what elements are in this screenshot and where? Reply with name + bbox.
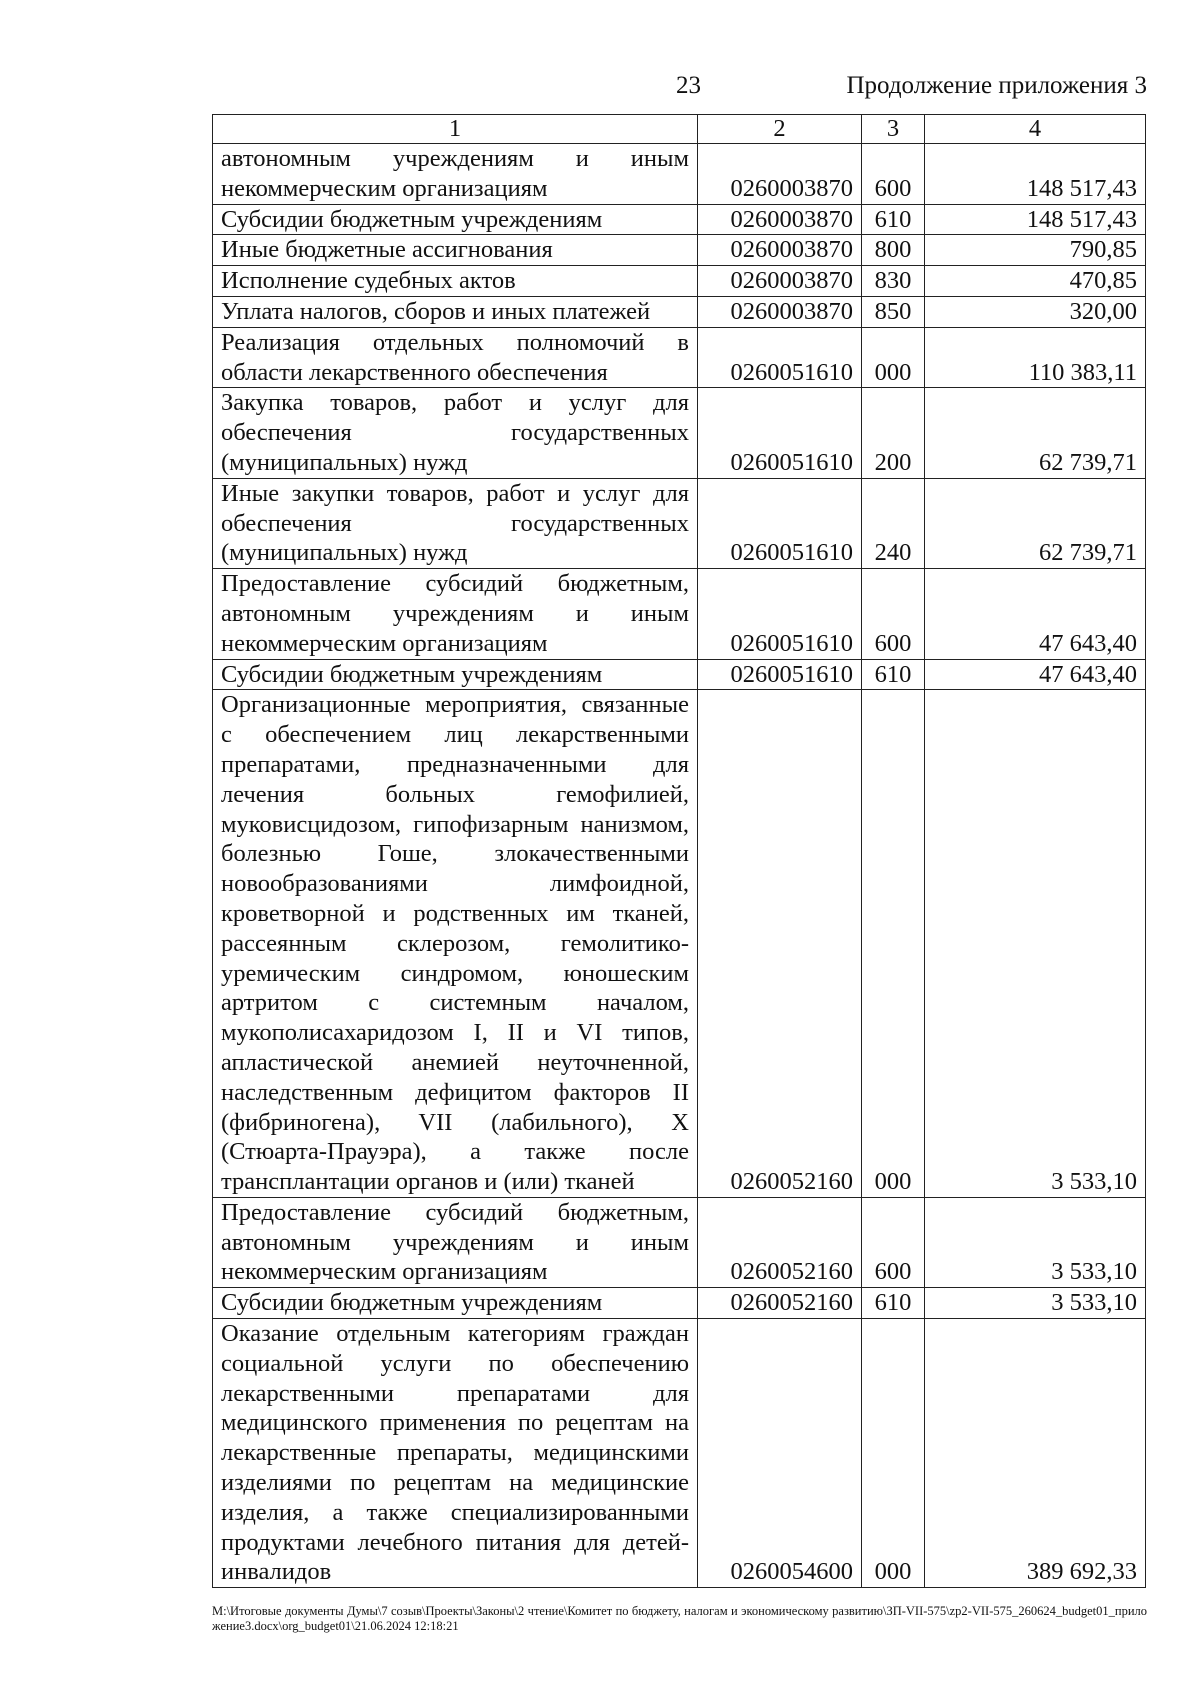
row-amount: 389 692,33 (925, 1319, 1146, 1588)
row-name: Субсидии бюджетным учреждениям (213, 204, 698, 235)
row-type: 830 (862, 266, 925, 297)
row-code: 0260003870 (698, 235, 862, 266)
row-name: Реализация отдельных полномочий в области лекарственного обеспечения (213, 327, 698, 388)
row-type: 240 (862, 478, 925, 568)
row-amount: 110 383,11 (925, 327, 1146, 388)
row-amount: 3 533,10 (925, 1288, 1146, 1319)
row-amount: 148 517,43 (925, 144, 1146, 205)
table-header-row (213, 115, 1146, 144)
table-row (213, 478, 1146, 568)
column-header: 1 (213, 115, 698, 144)
row-code: 0260003870 (698, 204, 862, 235)
row-amount: 3 533,10 (925, 1197, 1146, 1287)
row-name: Субсидии бюджетным учреждениям (213, 659, 698, 690)
row-type: 850 (862, 296, 925, 327)
row-name: автономным учреждениям и иным некоммерческим организациям (213, 144, 698, 205)
row-type: 600 (862, 569, 925, 659)
row-type: 000 (862, 1319, 925, 1588)
table-row (213, 235, 1146, 266)
row-type: 610 (862, 1288, 925, 1319)
document-path-footer: М:\Итоговые документы Думы\7 созыв\Проекты\Законы\2 чтение\Комитет по бюджету, налогам и экономическому развитию\ЗП-VII-575\zp2-VII-575_260624_budget01_приложение3.docx\org_budget01\21.06.2024 12:18:21 (212, 1604, 1147, 1633)
row-code: 0260051610 (698, 388, 862, 478)
table-row (213, 690, 1146, 1198)
row-amount: 47 643,40 (925, 659, 1146, 690)
table-row (213, 1319, 1146, 1588)
row-code: 0260003870 (698, 296, 862, 327)
table-row (213, 569, 1146, 659)
row-name: Предоставление субсидий бюджетным, автономным учреждениям и иным некоммерческим организациям (213, 1197, 698, 1287)
row-amount: 320,00 (925, 296, 1146, 327)
row-name: Организационные мероприятия, связанные с обеспечением лиц лекарственными препаратами, предназначенными для лечения больных гемофилией, муковисцидозом, гипофизарным нанизмом, болезнью Гоше, злокачественными новообразованиями лимфоидной, кроветворной и родственных им тканей, рассеянным склерозом, гемолитико-уремическим синдромом, юношеским артритом с системным началом, мукополисахаридозом I, II и VI типов, апластической анемией неуточненной, наследственным дефицитом факторов II (фибриногена), VII (лабильного), X (Стюарта-Прауэра), а также после трансплантации органов и (или) тканей (213, 690, 698, 1198)
table-row (213, 266, 1146, 297)
column-header: 3 (862, 115, 925, 144)
row-code: 0260052160 (698, 690, 862, 1198)
table-row (213, 144, 1146, 205)
row-amount: 148 517,43 (925, 204, 1146, 235)
row-code: 0260051610 (698, 659, 862, 690)
row-code: 0260051610 (698, 569, 862, 659)
row-amount: 470,85 (925, 266, 1146, 297)
table-row (213, 1197, 1146, 1287)
row-type: 200 (862, 388, 925, 478)
row-code: 0260054600 (698, 1319, 862, 1588)
page-number: 23 (676, 72, 701, 99)
continuation-label: Продолжение приложения 3 (846, 72, 1147, 99)
table-row (213, 659, 1146, 690)
table-row (213, 296, 1146, 327)
table-row (213, 327, 1146, 388)
row-amount: 3 533,10 (925, 690, 1146, 1198)
table-row (213, 388, 1146, 478)
row-type: 600 (862, 1197, 925, 1287)
budget-table (212, 114, 1146, 1588)
row-code: 0260003870 (698, 266, 862, 297)
table-row (213, 204, 1146, 235)
row-type: 000 (862, 690, 925, 1198)
row-code: 0260003870 (698, 144, 862, 205)
row-type: 610 (862, 659, 925, 690)
table-row (213, 1288, 1146, 1319)
row-name: Исполнение судебных актов (213, 266, 698, 297)
row-code: 0260051610 (698, 327, 862, 388)
row-type: 800 (862, 235, 925, 266)
column-header: 4 (925, 115, 1146, 144)
row-name: Оказание отдельным категориям граждан социальной услуги по обеспечению лекарственными препаратами для медицинского применения по рецептам на лекарственные препараты, медицинскими изделиями по рецептам на медицинские изделия, а также специализированными продуктами лечебного питания для детей-инвалидов (213, 1319, 698, 1588)
row-amount: 62 739,71 (925, 388, 1146, 478)
row-type: 000 (862, 327, 925, 388)
row-amount: 47 643,40 (925, 569, 1146, 659)
row-amount: 790,85 (925, 235, 1146, 266)
column-header: 2 (698, 115, 862, 144)
row-name: Субсидии бюджетным учреждениям (213, 1288, 698, 1319)
row-amount: 62 739,71 (925, 478, 1146, 568)
row-code: 0260052160 (698, 1288, 862, 1319)
row-code: 0260052160 (698, 1197, 862, 1287)
row-type: 610 (862, 204, 925, 235)
row-code: 0260051610 (698, 478, 862, 568)
row-name: Иные закупки товаров, работ и услуг для обеспечения государственных (муниципальных) нужд (213, 478, 698, 568)
row-type: 600 (862, 144, 925, 205)
row-name: Уплата налогов, сборов и иных платежей (213, 296, 698, 327)
row-name: Иные бюджетные ассигнования (213, 235, 698, 266)
row-name: Предоставление субсидий бюджетным, автономным учреждениям и иным некоммерческим организациям (213, 569, 698, 659)
row-name: Закупка товаров, работ и услуг для обеспечения государственных (муниципальных) нужд (213, 388, 698, 478)
